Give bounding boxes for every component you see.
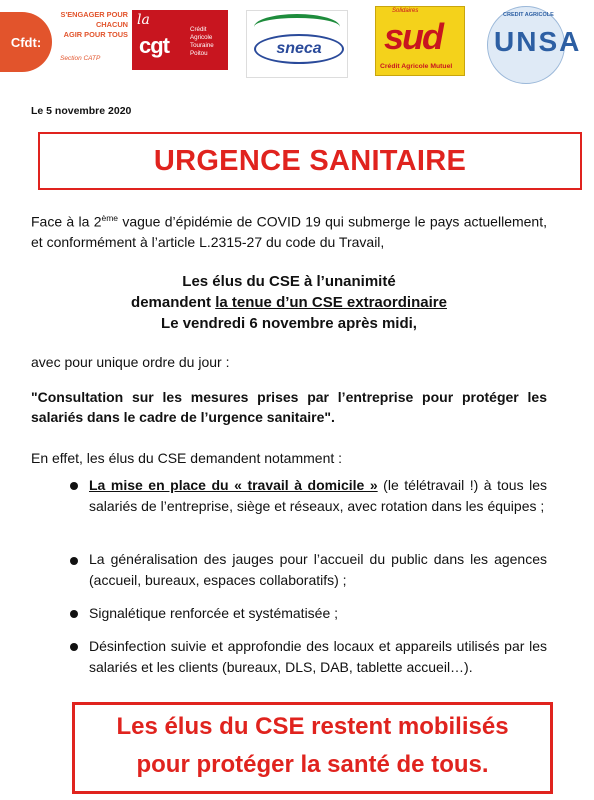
cgt-subtitle [190, 26, 230, 58]
list-item [89, 475, 547, 517]
cgt-prefix: la [137, 12, 150, 28]
document-title: URGENCE SANITAIRE [153, 144, 467, 177]
title-box [38, 132, 582, 190]
intro-text-1: Face à la 2 [31, 213, 102, 230]
bullet-dot [70, 557, 78, 565]
cgt-sub-4: Poitou [190, 50, 208, 57]
bullet-dot [70, 643, 78, 651]
intro-paragraph [31, 208, 547, 252]
demand-line-2 [31, 292, 547, 313]
cgt-sub-2: Agricole [190, 34, 213, 41]
intro-text-2: vague d’épidémie de COVID 19 qui submerge le pays actuellement, et conformément à l’article L.2315-27 du code du Travail, [31, 213, 547, 250]
demand-line-2-underlined: la tenue d’un CSE extraordinaire [215, 294, 447, 311]
cgt-sub-3: Touraine [190, 42, 214, 49]
unsa-top: CREDIT AGRICOLE [503, 12, 554, 18]
cfdt-tagline-2: AGIR POUR TOUS [63, 30, 128, 39]
demands-intro: En effet, les élus du CSE demandent notamment : [31, 450, 343, 466]
list-item: La généralisation des jauges pour l’accueil du public dans les agences (accueil, bureaux, espaces collaboratifs) ; [89, 551, 547, 588]
bullet-dot [70, 482, 78, 490]
sneca-name: sneca [254, 34, 344, 64]
consultation-text: "Consultation sur les mesures prises par l’entreprise pour protéger les salariés dans le cadre de l’urgence sanitaire". [31, 389, 547, 425]
unsa-name: UNSA [494, 26, 582, 57]
list-item-text: (le télétravail !) à tous les salariés de l’entreprise, siège et réseaux, avec rotation dans les équipes ; [89, 477, 547, 514]
logo-banner [0, 0, 594, 86]
list-item: Signalétique renforcée et systématisée ; [89, 605, 339, 621]
cfdt-section: Section CATP [60, 55, 101, 62]
sud-top: Solidaires [392, 8, 419, 14]
sud-name: sud [384, 16, 443, 57]
bullet-dot [70, 610, 78, 618]
agenda-intro: avec pour unique ordre du jour : [31, 354, 230, 370]
cfdt-logo [0, 12, 52, 72]
cfdt-tagline [56, 10, 128, 40]
cgt-sub-1: Crédit [190, 26, 207, 33]
cgt-name: cgt [139, 33, 169, 58]
sud-subtitle: Crédit Agricole Mutuel [380, 63, 453, 70]
cfdt-tagline-1: S'ENGAGER POUR CHACUN [60, 10, 128, 29]
demand-line-3: Le vendredi 6 novembre après midi, [161, 315, 417, 332]
footer-line-2: pour protéger la santé de tous. [136, 751, 489, 778]
footer-line-1: Les élus du CSE restent mobilisés [116, 713, 509, 740]
list-item: Désinfection suivie et approfondie des locaux et appareils utilisés par les salariés et les clients (bureaux, DLS, DAB, tablette accueil…). [89, 638, 547, 675]
intro-superscript: ème [101, 213, 119, 223]
demand-line-1: Les élus du CSE à l’unanimité [182, 273, 396, 290]
demand-line-2-prefix: demandent [131, 294, 216, 311]
document-date: Le 5 novembre 2020 [31, 105, 132, 117]
list-item-bold: La mise en place du « travail à domicile » [89, 477, 378, 493]
cfdt-name: Cfdt: [10, 34, 42, 50]
